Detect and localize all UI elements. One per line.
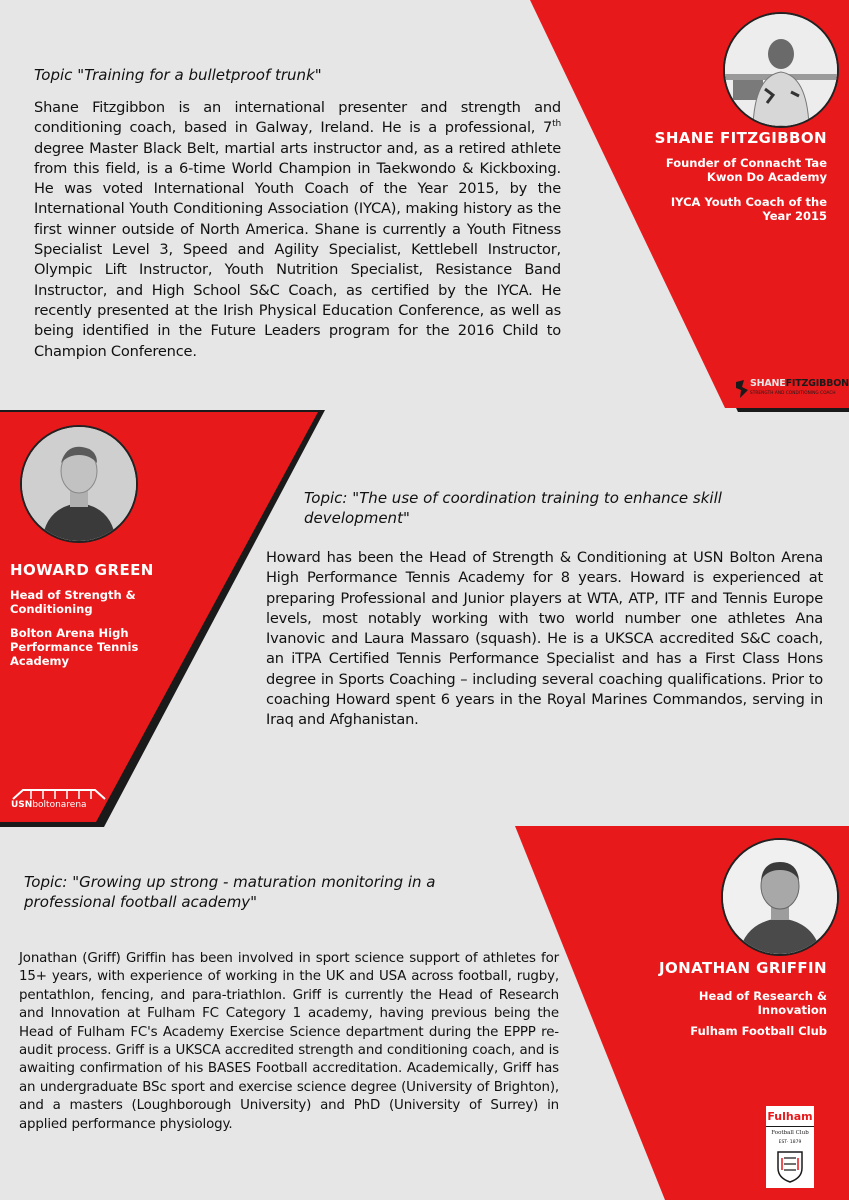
crest-football-club: Football Club — [771, 1130, 809, 1136]
person-photo-icon — [725, 14, 837, 126]
speaker-role-jonathan-1: Head of Research & Innovation — [698, 989, 827, 1017]
speaker-role-shane-1: Founder of Connacht Tae Kwon Do Academy — [665, 156, 827, 184]
logo-usn: USN — [11, 800, 33, 810]
bio-3: Jonathan (Griff) Griffin has been involved in sport science support of athletes for 15+ years, with experience of working in the UK and USA across football, rugby, pentathlon, fencing, and para-triathlon. Griff is currently the Head of Research and Innovation at Fulham FC Category 1 academy, having previous being the Head of Fulham FC's Academy Exercise Science department during the EPPP re-audit process. Griff is a UKSCA accredited strength and conditioning coach, and is awaiting confirmation of his BASES Football accreditation. Academically, Griff has an undergraduate BSc sport and exercise science degree (University of Brighton), and a masters (Loughborough University) and PhD (University of Surrey) in applied performance physiology. — [19, 951, 559, 1132]
shane-fitzgibbon-logo — [734, 378, 849, 400]
speaker-role-howard-1: Head of Strength & Conditioning — [10, 588, 136, 616]
topic-2: Topic: "The use of coordination training to enhance skill development" — [304, 489, 722, 527]
speaker-role-jonathan-2: Fulham Football Club — [690, 1024, 827, 1038]
usn-bolton-arena-logo — [9, 786, 109, 812]
crest-est: EST· 1879 — [778, 1140, 802, 1145]
topic-1: Topic "Training for a bulletproof trunk" — [34, 66, 322, 84]
avatar-shane — [723, 12, 839, 128]
crest-fulham: Fulham — [767, 1110, 813, 1123]
person-photo-icon — [22, 427, 136, 541]
speaker-role-shane-2: IYCA Youth Coach of the Year 2015 — [670, 195, 827, 223]
speaker-name-jonathan: JONATHAN GRIFFIN — [659, 959, 827, 977]
bio-2: Howard has been the Head of Strength & Conditioning at USN Bolton Arena High Performance Tennis Academy for 8 years. Howard is experienced at preparing Professional and Junior players at WTA, ATP, ITF and Tennis Europe levels, most notably working with two world number one athletes Ana Ivanovic and Laura Massaro (squash). He is a UKSCA accredited S&C coach, an iTPA Certified Tennis Performance Specialist and has a First Class Hons degree in Sports Coaching – including several coaching qualifications. Prior to coaching Howard spent 6 years in the Royal Marines Commandos, serving in Iraq and Afghanistan. — [266, 549, 823, 729]
logo-shane-tagline: STRENGTH AND CONDITIONING COACH — [750, 390, 836, 395]
logo-shane-first: SHANE — [750, 378, 786, 389]
fulham-fc-crest — [766, 1106, 814, 1188]
avatar-howard — [20, 425, 138, 543]
logo-bolton: boltonarena — [32, 800, 87, 810]
bio-1: Shane Fitzgibbon is an international presenter and strength and conditioning coach, based in Galway, Ireland. He is a professional, 7th degree Master Black Belt, martial arts instructor and, as a retired athlete from this field, is a 6-time World Champion in Taekwondo & Kickboxing. He was voted International Youth Coach of the Year 2015, by the International Youth Conditioning Association (IYCA), making history as the first winner outside of North America. Shane is currently a Youth Fitness Specialist Level 3, Speed and Agility Specialist, Kettlebell Instructor, Olympic Lift Instructor, Youth Nutrition Specialist, Resistance Band Instructor, and High School S&C Coach, as certified by the IYCA. He recently presented at the Irish Physical Education Conference, as well as being identified in the Future Leaders program for the 2016 Child to Champion Conference. — [34, 99, 561, 360]
speaker-role-howard-2: Bolton Arena High Performance Tennis Academy — [10, 626, 139, 668]
avatar-jonathan — [721, 838, 839, 956]
person-photo-icon — [723, 840, 837, 954]
logo-shane-last: FITZGIBBON — [785, 378, 849, 389]
speaker-name-howard: HOWARD GREEN — [10, 561, 154, 579]
topic-3: Topic: "Growing up strong - maturation monitoring in a professional football academy" — [24, 873, 436, 911]
arena-roof-icon — [9, 786, 109, 800]
crest-shield-icon — [766, 1148, 814, 1184]
speaker-name-shane: SHANE FITZGIBBON — [654, 129, 827, 147]
